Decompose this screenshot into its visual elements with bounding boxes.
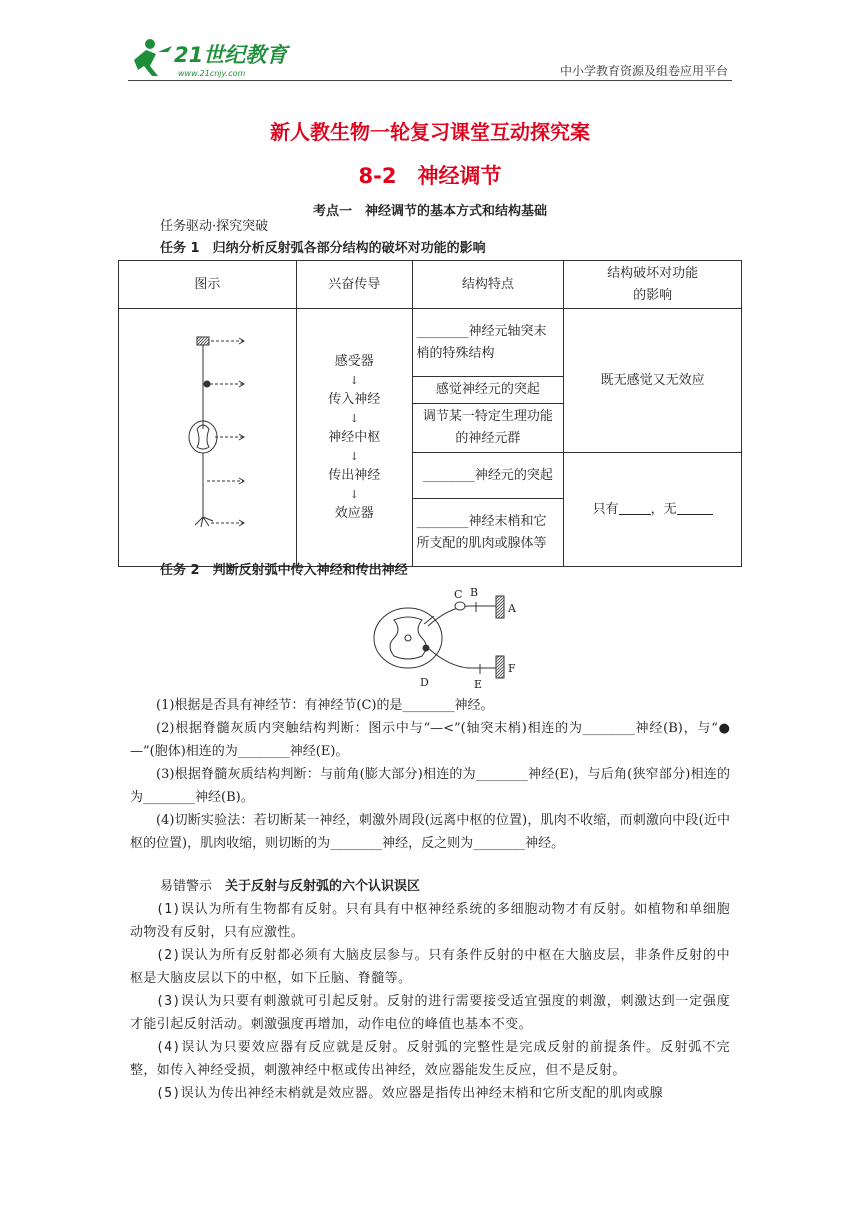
flow-step: 感受器 [334, 353, 374, 369]
col-header: 结构破坏对功能的影响 [564, 261, 742, 309]
page-subtitle: 8-2 神经调节 [358, 164, 502, 188]
flow-step: 传出神经 [328, 467, 381, 483]
section-heading: 考点一 神经调节的基本方式和结构基础 [312, 204, 547, 219]
reflex-arc-diagram-cell [119, 309, 297, 567]
col-header: 结构特点 [412, 261, 564, 309]
flow-cell [296, 309, 412, 567]
logo-text: 21世纪教育 [174, 43, 288, 67]
flow-step: 传入神经 [328, 391, 381, 407]
platform-name: 中小学教育资源及组卷应用平台 [559, 64, 728, 78]
down-arrow-icon: ↓ [349, 449, 359, 463]
warning-heading [160, 876, 420, 897]
task2-item: (3)根据脊髓灰质结构判断：与前角(膨大部分)相连的为________神经(E)，与后角(狭窄部分)相连的为________神经(B)。 [130, 767, 730, 805]
task2-heading: 任务 2 判断反射弧中传入神经和传出神经 [160, 563, 408, 578]
flow-step: 神经中枢 [328, 429, 381, 445]
label-c: C [454, 588, 463, 601]
reflex-arc-diagram [147, 329, 267, 539]
warning-item: (4)误认为只要效应器有反应就是反射。反射弧的完整性是完成反射的前提条件。反射弧不完整，如传入神经受损，刺激神经中枢或传出神经，效应器能发生反应，但不是反射。 [130, 1040, 730, 1078]
feature-cell: 调节某一特定生理功能的神经元群 [412, 404, 564, 453]
feature-cell: 感觉神经元的突起 [412, 377, 564, 404]
col-header: 兴奋传导 [296, 261, 412, 309]
warning-item: (1)误认为所有生物都有反射。只有具有中枢神经系统的多细胞动物才有反射。如植物和单细胞动物没有反射，只有应激性。 [130, 902, 730, 940]
effect-cell: 只有 ，无 [564, 453, 742, 567]
warning-item: (5)误认为传出神经末梢就是效应器。效应器是指传出神经末梢和它所支配的肌肉或腺 [156, 1086, 664, 1101]
label-d: D [420, 676, 429, 689]
header-divider [128, 80, 732, 81]
down-arrow-icon: ↓ [349, 411, 359, 425]
spinal-cord-diagram [368, 586, 524, 690]
label-a: A [508, 602, 516, 615]
feature-cell: ________神经元的突起 [412, 453, 564, 499]
col-header: 图示 [119, 261, 297, 309]
reflex-arc-table [118, 260, 742, 567]
label-b: B [470, 586, 479, 599]
page-title: 新人教生物一轮复习课堂互动探究案 [270, 120, 590, 144]
task2-item: (4)切断实验法：若切断某一神经，刺激外周段(远离中枢的位置)，肌肉不收缩，而刺激向中段(近中枢的位置)，肌肉收缩，则切断的为________神经，反之则为________神经。 [130, 813, 730, 851]
warning-item: (2)误认为所有反射都必须有大脑皮层参与。只有条件反射的中枢在大脑皮层，非条件反射的中枢是大脑皮层以下的中枢，如下丘脑、脊髓等。 [130, 948, 730, 986]
task-intro: 任务驱动·探究突破 [160, 219, 269, 234]
label-e: E [474, 678, 483, 690]
task2-item: (1)根据是否具有神经节：有神经节(C)的是________神经。 [156, 698, 494, 713]
down-arrow-icon: ↓ [349, 487, 359, 501]
task2-item: (2)根据脊髓灰质内突触结构判断：图示中与“—<”(轴突末梢)相连的为________神经(B)，与“●—”(胞体)相连的为________神经(E)。 [130, 721, 730, 759]
site-logo [128, 36, 298, 80]
warning-title: 关于反射与反射弧的六个认识误区 [225, 879, 421, 894]
warning-label: 易错警示 [160, 879, 213, 894]
effect-cell: 既无感觉又无效应 [564, 309, 742, 453]
logo-url: www.21cnjy.com [178, 69, 246, 78]
feature-cell: ________神经元轴突末梢的特殊结构 [412, 309, 564, 377]
flow-step: 效应器 [334, 505, 374, 521]
label-f: F [508, 662, 516, 675]
task1-heading: 任务 1 归纳分析反射弧各部分结构的破坏对功能的影响 [160, 241, 486, 256]
excitation-flow [301, 351, 408, 525]
down-arrow-icon: ↓ [349, 373, 359, 387]
warning-item: (3)误认为只要有刺激就可引起反射。反射的进行需要接受适宜强度的刺激，刺激达到一定强度才能引起反射活动。刺激强度再增加，动作电位的峰值也基本不变。 [130, 994, 730, 1032]
feature-cell: ________神经末梢和它所支配的肌肉或腺体等 [412, 499, 564, 567]
